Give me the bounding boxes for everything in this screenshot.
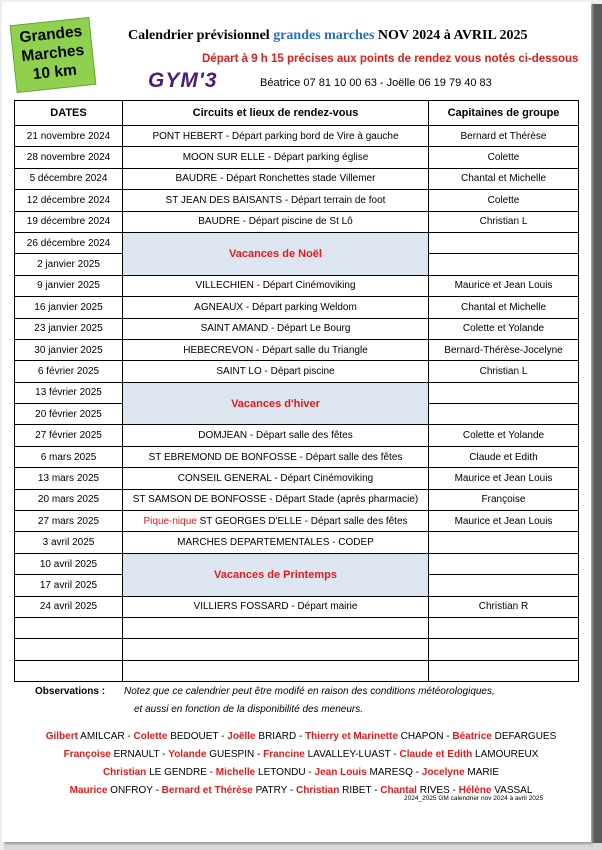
table-row [15,211,579,232]
meneur-first-name: Joëlle [227,731,256,742]
date-cell: 20 mars 2025 [15,489,123,510]
table-row [15,168,579,189]
captain-cell: Maurice et Jean Louis [429,468,579,489]
meneur-last-name: BEDOUET - [167,731,228,742]
meneur-last-name: LAMOUREUX [472,749,539,760]
table-row [15,425,579,446]
table-row [15,361,579,382]
circuit-prefix: Pique-nique [143,515,197,527]
circuit-cell: DOMJEAN - Départ salle des fêtes [123,425,429,446]
captain-cell [429,553,579,574]
date-cell: 19 décembre 2024 [15,211,123,232]
meneur-last-name: RIBET - [339,785,381,796]
table-row [15,532,579,553]
meneur-first-name: Colette [133,731,168,742]
meneur-last-name: BRIARD - [255,731,306,742]
table-row [15,275,579,296]
meneur-last-name: DEFARGUES [491,731,557,742]
depart-notice: Départ à 9 h 15 précises aux points de rendez vous notés ci-dessous [202,53,579,65]
meneur-first-name: Christian [102,767,147,778]
meneur-last-name: PATRY - [252,785,296,796]
meneur-last-name: LETONDU - [255,767,315,778]
page-title [128,28,528,44]
meneur-first-name: Françoise [63,749,111,760]
meneurs-line [22,728,580,746]
badge-line-1: Grandes [18,22,84,47]
table-row [15,468,579,489]
table-row [15,126,579,147]
date-cell: 21 novembre 2024 [15,126,123,147]
title-accent: grandes marches [273,28,375,43]
table-row [15,660,579,681]
title-pre: Calendrier prévisionnel [128,28,274,43]
date-cell: 2 janvier 2025 [15,254,123,275]
circuit-cell [123,511,429,532]
captain-cell: Chantal et Michelle [429,297,579,318]
date-cell: 6 février 2025 [15,361,123,382]
circuit-cell: SAINT AMAND - Départ Le Bourg [123,318,429,339]
meneur-first-name: Gilbert [45,731,78,742]
header-dates: DATES [15,101,123,126]
meneur-last-name: CHAPON - [397,731,453,742]
captain-cell: Colette [429,190,579,211]
date-cell: 26 décembre 2024 [15,232,123,253]
captain-cell: Bernard et Thérèse [429,126,579,147]
meneur-last-name: VASSAL [491,785,533,796]
circuit-cell: ST JEAN DES BAISANTS - Départ terrain de foot [123,190,429,211]
calendar-table [14,100,579,682]
date-cell: 24 avril 2025 [15,596,123,617]
date-cell: 12 décembre 2024 [15,190,123,211]
table-row [15,232,579,253]
contacts-line: Béatrice 07 81 10 00 63 - Joëlle 06 19 79 40 83 [260,77,492,89]
circuit-cell [123,660,429,681]
meneur-last-name: GUESPIN - [206,749,264,760]
table-header-row [15,101,579,126]
meneur-first-name: Jean Louis [314,767,367,778]
table-row [15,382,579,403]
observations-line-2: et aussi en fonction de la disponibilité des meneurs. [134,704,364,715]
captain-cell [429,232,579,253]
meneur-last-name: ERNAULT - [110,749,169,760]
circuit-cell: VILLECHIEN - Départ Cinémoviking [123,275,429,296]
date-cell: 10 avril 2025 [15,553,123,574]
captain-cell: Christian R [429,596,579,617]
meneur-first-name: Claude et Edith [399,749,473,760]
date-cell: 27 mars 2025 [15,511,123,532]
circuit-cell: ST EBREMOND DE BONFOSSE - Départ salle des fêtes [123,446,429,467]
captain-cell [429,404,579,425]
page-shadow-right [592,4,602,850]
observations-line-1: Notez que ce calendrier peut être modifé en raison des conditions météorologiques, [124,686,495,697]
meneur-last-name: RIVES - [416,785,459,796]
captain-cell [429,532,579,553]
circuit-text: ST GEORGES D'ELLE - Départ salle des fêtes [196,515,408,527]
captain-cell [429,254,579,275]
meneur-first-name: Jocelyne [421,767,465,778]
circuit-cell: HEBECREVON - Départ salle du Triangle [123,339,429,360]
meneur-first-name: Christian [296,785,340,796]
captain-cell: Bernard-Thérèse-Jocelyne [429,339,579,360]
circuit-cell: PONT HEBERT - Départ parking bord de Vire à gauche [123,126,429,147]
gym3-logo: GYM'3 [148,69,218,92]
table-row [15,318,579,339]
circuit-cell: SAINT LO - Départ piscine [123,361,429,382]
date-cell: 17 avril 2025 [15,575,123,596]
circuit-cell: AGNEAUX - Départ parking Weldom [123,297,429,318]
date-cell: 6 mars 2025 [15,446,123,467]
table-row [15,489,579,510]
circuit-cell: BAUDRE - Départ piscine de St Lô [123,211,429,232]
table-row [15,553,579,574]
table-row [15,446,579,467]
document-page [2,2,591,842]
meneur-first-name: Béatrice [452,731,492,742]
captain-cell: Colette et Yolande [429,425,579,446]
captain-cell: Maurice et Jean Louis [429,511,579,532]
table-row [15,511,579,532]
calendar-body [15,126,579,682]
badge-line-2: Marches [20,41,86,66]
date-cell [15,617,123,638]
meneur-first-name: Francine [263,749,305,760]
meneur-first-name: Bernard et Thérèse [161,785,253,796]
meneur-last-name: MARIE [464,767,500,778]
header-circuits: Circuits et lieux de rendez-vous [123,101,429,126]
date-cell: 13 mars 2025 [15,468,123,489]
table-row [15,297,579,318]
date-cell: 28 novembre 2024 [15,147,123,168]
captain-cell [429,660,579,681]
meneur-last-name: MARESQ - [366,767,422,778]
circuit-cell: ST SAMSON DE BONFOSSE - Départ Stade (après pharmacie) [123,489,429,510]
meneur-first-name: Chantal [380,785,417,796]
vacation-cell: Vacances d'hiver [123,382,429,425]
date-cell: 20 février 2025 [15,404,123,425]
circuit-cell: CONSEIL GENERAL - Départ Cinémoviking [123,468,429,489]
date-cell: 16 janvier 2025 [15,297,123,318]
meneur-last-name: LE GENDRE - [146,767,216,778]
date-cell: 23 janvier 2025 [15,318,123,339]
captain-cell [429,575,579,596]
vacation-cell: Vacances de Printemps [123,553,429,596]
table-row [15,639,579,660]
date-cell: 5 décembre 2024 [15,168,123,189]
circuit-cell [123,639,429,660]
meneur-first-name: Thierry et Marinette [305,731,398,742]
page-shadow-bottom [4,843,602,850]
captain-cell [429,382,579,403]
captain-cell: Colette [429,147,579,168]
meneurs-line [22,764,580,782]
date-cell [15,639,123,660]
table-row [15,147,579,168]
circuit-cell: BAUDRE - Départ Ronchettes stade Villemer [123,168,429,189]
table-row [15,596,579,617]
captain-cell: Colette et Yolande [429,318,579,339]
meneur-first-name: Michelle [215,767,256,778]
meneurs-list [22,728,580,800]
header-captains: Capitaines de groupe [429,101,579,126]
circuit-cell: VILLIERS FOSSARD - Départ mairie [123,596,429,617]
date-cell: 30 janvier 2025 [15,339,123,360]
table-row [15,617,579,638]
date-cell [15,660,123,681]
meneur-first-name: Maurice [69,785,108,796]
captain-cell: Françoise [429,489,579,510]
captain-cell: Chantal et Michelle [429,168,579,189]
badge-line-3: 10 km [32,61,78,84]
table-row [15,190,579,211]
meneur-first-name: Yolande [168,749,207,760]
circuit-cell [123,617,429,638]
title-post: NOV 2024 à AVRIL 2025 [374,28,528,43]
meneurs-line [22,746,580,764]
grandes-marches-badge [10,17,97,93]
footer-filename: 2024_2025 GM calendrier nov 2024 à avril 2025 [404,795,544,802]
captain-cell: Claude et Edith [429,446,579,467]
date-cell: 13 février 2025 [15,382,123,403]
date-cell: 9 janvier 2025 [15,275,123,296]
captain-cell: Christian L [429,211,579,232]
captain-cell: Christian L [429,361,579,382]
circuit-cell: MOON SUR ELLE - Départ parking église [123,147,429,168]
date-cell: 27 février 2025 [15,425,123,446]
captain-cell [429,639,579,660]
circuit-cell: MARCHES DEPARTEMENTALES - CODEP [123,532,429,553]
table-row [15,339,579,360]
captain-cell: Maurice et Jean Louis [429,275,579,296]
observations-label: Observations : [35,686,106,697]
meneur-last-name: LAVALLEY-LUAST - [304,749,400,760]
meneur-last-name: ONFROY - [107,785,162,796]
captain-cell [429,617,579,638]
vacation-cell: Vacances de Noël [123,232,429,275]
date-cell: 3 avril 2025 [15,532,123,553]
meneur-last-name: AMILCAR - [77,731,134,742]
meneur-first-name: Hélène [458,785,492,796]
